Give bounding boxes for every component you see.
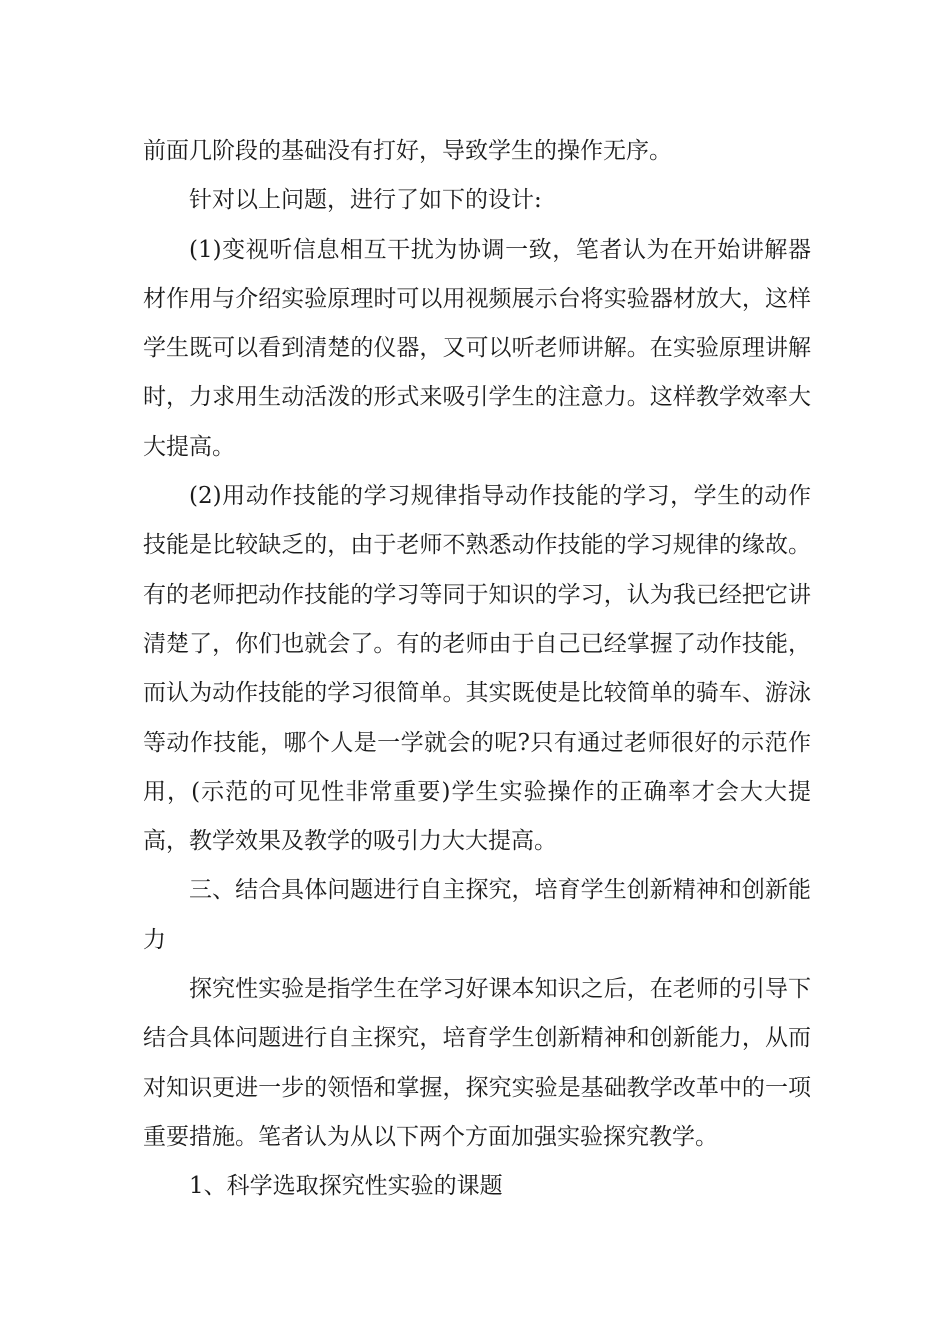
paragraph-5: 探究性实验是指学生在学习好课本知识之后，在老师的引导下结合具体问题进行自主探究，培育学生创新精神和创新能力，从而对知识更进一步的领悟和掌握，探究实验是基础教学改革中的一项重要措施。笔者认为从以下两个方面加强实验探究教学。	[143, 976, 811, 1150]
paragraph-2: 针对以上问题，进行了如下的设计:	[189, 187, 542, 214]
section-heading-3: 三、结合具体问题进行自主探究，培育学生创新精神和创新能力	[143, 877, 811, 953]
subsection-heading-1: 1、科学选取探究性实验的课题	[189, 1173, 503, 1200]
paragraph-4: (2)用动作技能的学习规律指导动作技能的学习，学生的动作技能是比较缺乏的，由于老师不熟悉动作技能的学习规律的缘故。有的老师把动作技能的学习等同于知识的学习，认为我已经把它讲清楚了，你们也就会了。有的老师由于自己已经掌握了动作技能，而认为动作技能的学习很简单。其实既使是比较简单的骑车、游泳等动作技能，哪个人是一学就会的呢?只有通过老师很好的示范作用，(示范的可见性非常重要)学生实验操作的正确率才会大大提高，教学效果及教学的吸引力大大提高。	[143, 483, 811, 855]
paragraph-3: (1)变视听信息相互干扰为协调一致，笔者认为在开始讲解器材作用与介绍实验原理时可以用视频展示台将实验器材放大，这样学生既可以看到清楚的仪器，又可以听老师讲解。在实验原理讲解时，力求用生动活泼的形式来吸引学生的注意力。这样教学效率大大提高。	[143, 236, 811, 460]
paragraph-1: 前面几阶段的基础没有打好，导致学生的操作无序。	[143, 138, 672, 164]
document-body	[143, 127, 811, 1212]
